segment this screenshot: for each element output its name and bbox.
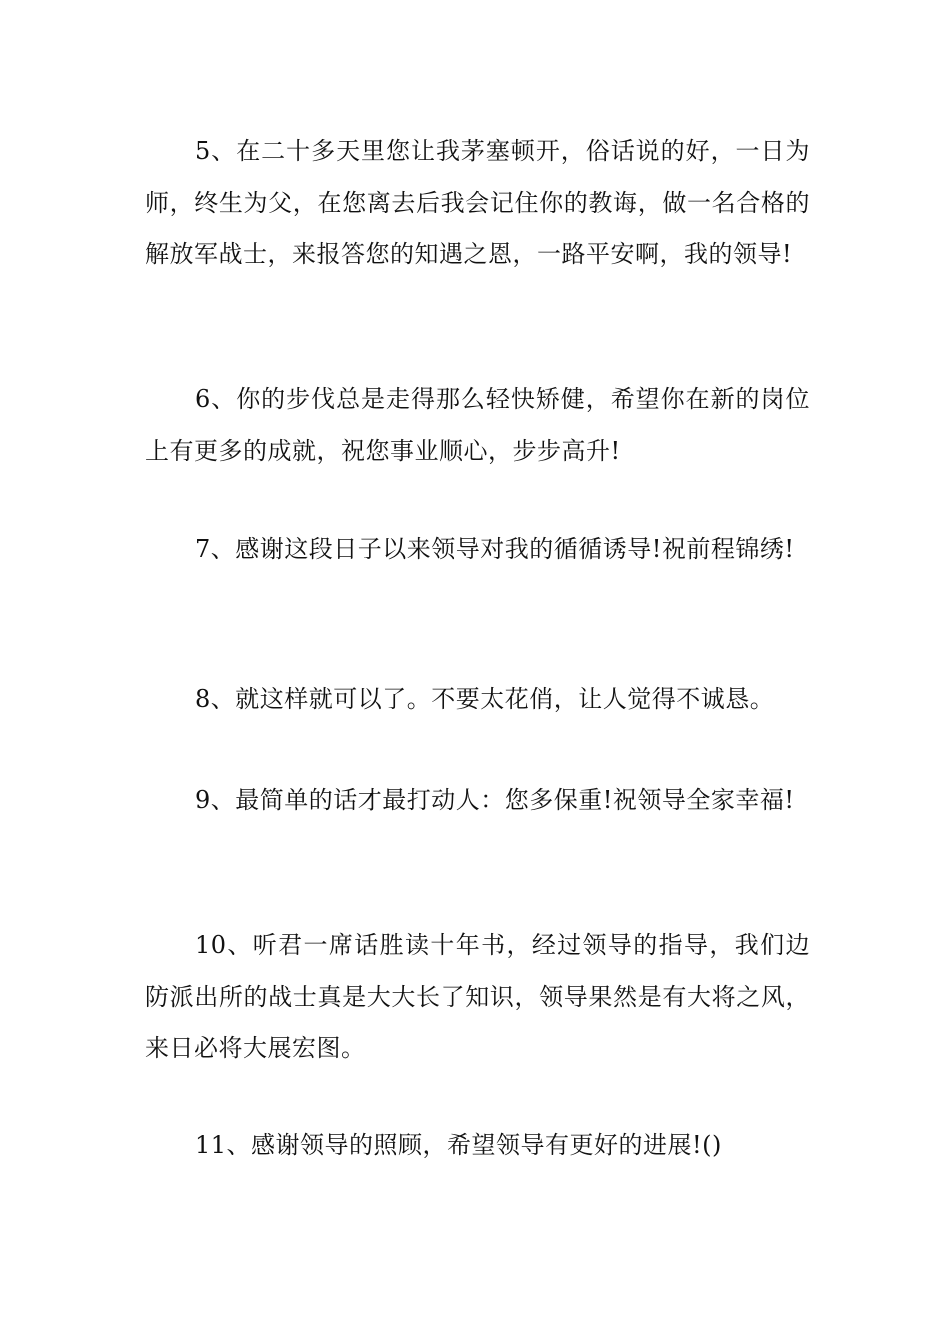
paragraph-9: 9、最简单的话才最打动人：您多保重!祝领导全家幸福!: [195, 786, 795, 814]
paragraph-7: 7、感谢这段日子以来领导对我的循循诱导!祝前程锦绣!: [195, 535, 795, 563]
paragraph-11: 11、感谢领导的照顾，希望领导有更好的进展!(): [195, 1131, 722, 1159]
paragraph-6: 6、你的步伐总是走得那么轻快矫健，希望你在新的岗位上有更多的成就，祝您事业顺心，步步高升!: [145, 385, 810, 465]
paragraph-5: 5、在二十多天里您让我茅塞顿开，俗话说的好，一日为师，终生为父，在您离去后我会记住你的教诲，做一名合格的解放军战士，来报答您的知遇之恩，一路平安啊，我的领导!: [145, 137, 810, 268]
paragraph-8: 8、就这样就可以了。不要太花俏，让人觉得不诚恳。: [195, 685, 775, 713]
paragraph-10: 10、听君一席话胜读十年书，经过领导的指导，我们边防派出所的战士真是大大长了知识，领导果然是有大将之风，来日必将大展宏图。: [145, 931, 810, 1062]
